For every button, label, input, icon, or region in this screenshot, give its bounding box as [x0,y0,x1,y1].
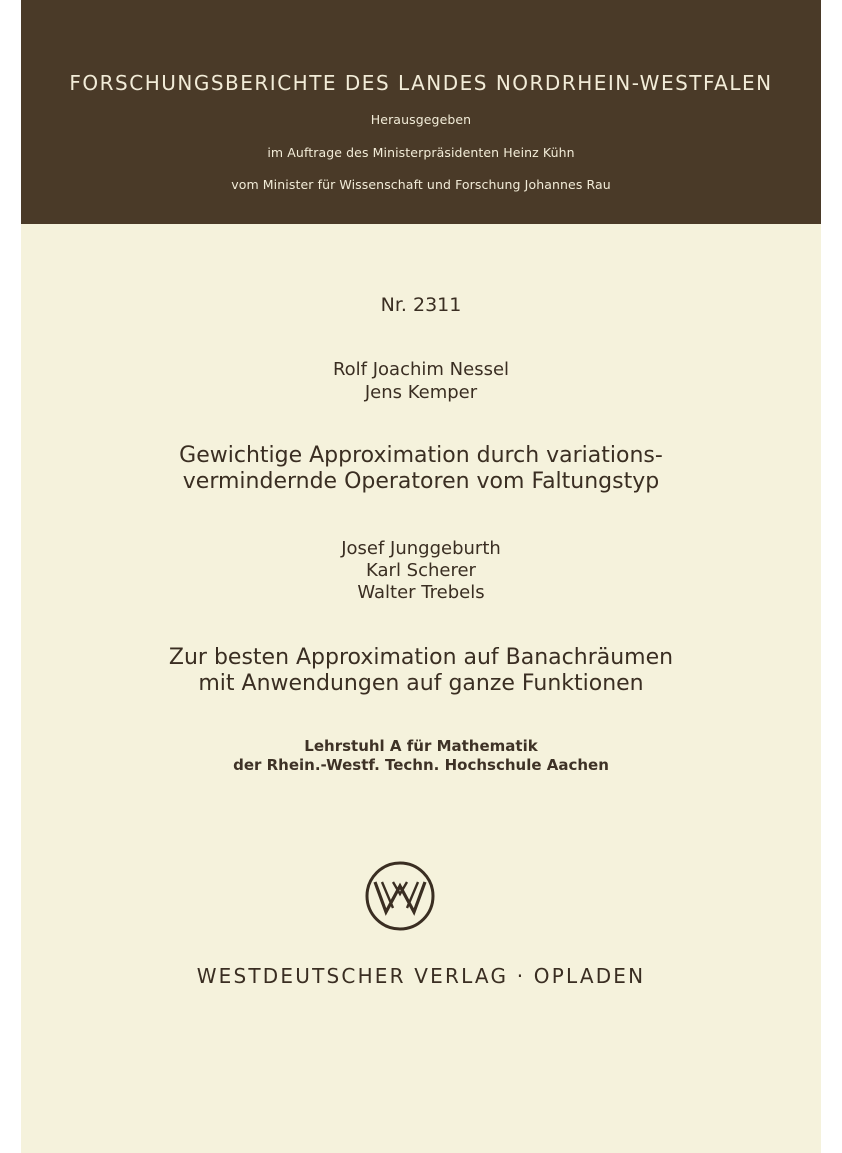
title-line: mit Anwendungen auf ganze Funktionen [198,671,644,696]
author-name: Karl Scherer [366,560,476,581]
author-name: Jens Kemper [364,382,478,403]
wv-monogram-icon [364,860,436,932]
title-line: Gewichtige Approximation durch variations- [179,443,663,468]
report-number: Nr. 2311 [380,294,462,316]
editor-line-1: Herausgegeben [370,112,472,127]
affiliation [21,737,821,775]
publisher-name: WESTDEUTSCHER VERLAG · OPLADEN [196,964,646,988]
title-line: vermindernde Operatoren vom Faltungstyp [182,469,660,494]
authors-part-1 [21,358,821,404]
author-name: Walter Trebels [357,582,485,603]
title-line: Zur besten Approximation auf Banachräumen [168,645,674,670]
affiliation-line: der Rhein.-Westf. Techn. Hochschule Aachen [233,756,609,774]
book-cover [21,0,821,1153]
series-title: FORSCHUNGSBERICHTE DES LANDES NORDRHEIN-WESTFALEN [69,71,773,95]
affiliation-line: Lehrstuhl A für Mathematik [304,737,538,755]
title-part-2 [21,645,821,697]
authors-part-2 [21,538,821,604]
cover-header-band [21,0,821,224]
editor-line-2: im Auftrage des Ministerpräsidenten Heinz Kühn [267,145,575,160]
editor-line-3: vom Minister für Wissenschaft und Forschung Johannes Rau [231,177,611,192]
author-name: Rolf Joachim Nessel [332,359,510,380]
author-name: Josef Junggeburth [341,538,501,559]
title-part-1 [21,443,821,495]
